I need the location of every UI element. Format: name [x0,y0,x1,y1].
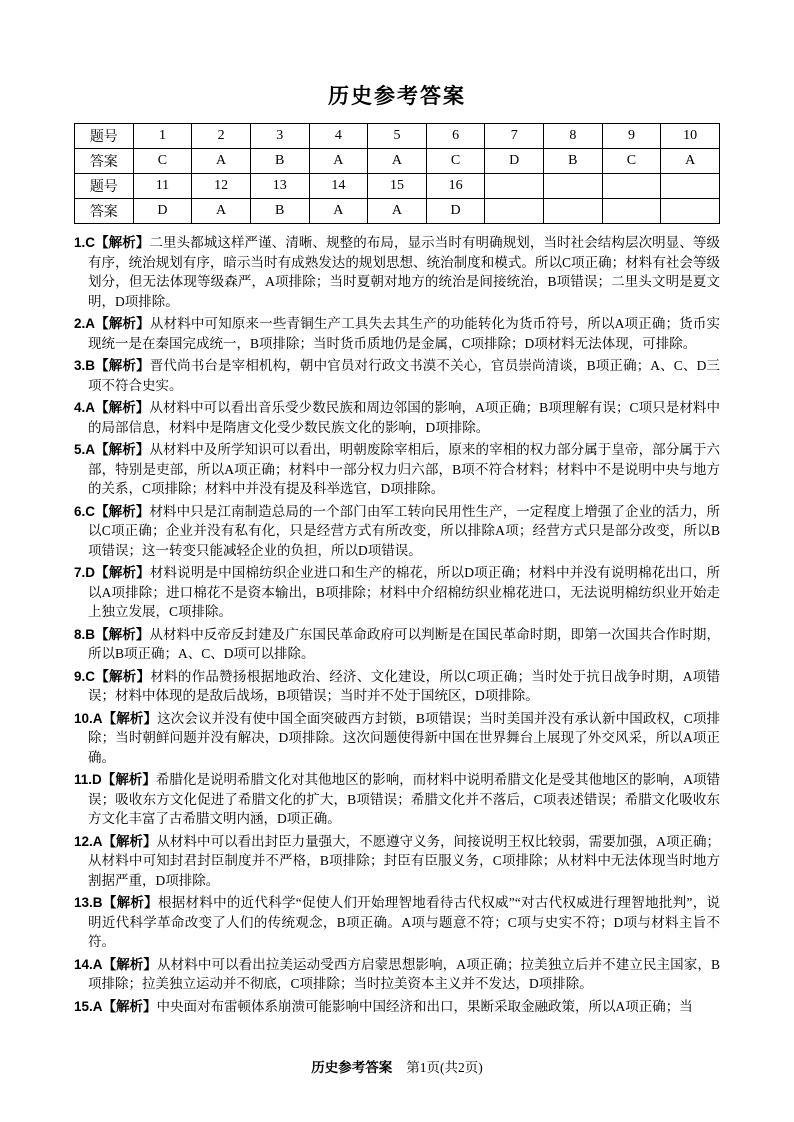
answer-cell [544,199,603,224]
explanation-item [74,563,720,622]
answer-cell [485,174,544,199]
answer-cell: 15 [368,174,427,199]
answer-cell [485,199,544,224]
explanation-text: 晋代尚书台是宰相机构，朝中官员对行政文书漠不关心，官员崇尚清谈，B项正确；A、C、D三项不符合史实。 [88,358,720,393]
answer-table [74,123,720,224]
answer-cell: D [485,149,544,174]
answer-cell: 6 [426,124,485,149]
explanation-prefix: 6.C【解析】 [74,503,150,519]
explanation-prefix: 1.C【解析】 [74,235,150,250]
answer-cell [602,199,661,224]
answer-cell: 1 [133,124,192,149]
explanation-item [74,709,720,768]
answer-cell: C [602,149,661,174]
answer-cell: 7 [485,124,544,149]
explanation-prefix: 15.A【解析】 [74,998,157,1014]
explanation-text: 根据材料中的近代科学“促使人们开始理智地看待古代权威”“对古代权威进行理智地批判”，说明近代科学革命改变了人们的传统观念，B项正确。A项与题意不符；C项与史实不符；D项与材料主旨不符。 [88,895,720,949]
table-row [75,124,720,149]
explanation-item [74,770,720,829]
explanation-prefix: 7.D【解析】 [74,565,150,580]
explanation-item [74,502,720,561]
answer-cell: 9 [602,124,661,149]
answer-cell: A [192,149,251,174]
answer-cell: 16 [426,174,485,199]
explanation-item [74,832,720,891]
page-title: 历史参考答案 [328,85,466,108]
answer-cell: 8 [544,124,603,149]
explanation-item [74,356,720,395]
explanation-item [74,955,720,994]
explanation-prefix: 11.D【解析】 [74,772,156,787]
explanation-item [74,233,720,311]
answer-cell: A [661,149,720,174]
answer-cell: 11 [133,174,192,199]
explanation-prefix: 14.A【解析】 [74,956,158,972]
answer-cell: A [192,199,251,224]
explanation-text: 希腊化是说明希腊文化对其他地区的影响，而材料中说明希腊文化是受其他地区的影响，A项错误；吸收东方文化促进了希腊文化的扩大，B项错误；希腊文化并不落后，C项表述错误；希腊文化吸收东方文化丰富了古希腊文明内涵，D项正确。 [88,772,721,826]
explanation-text: 二里头都城这样严谨、清晰、规整的布局，显示当时有明确规划，当时社会结构层次明显、等级有序，统治规划有序，暗示当时有成熟发达的规划思想、统治制度和模式。所以C项正确；材料有社会等级划分，但无法体现等级森严，A项排除；当时夏朝对地方的统治是间接统治，B项错误；二里头文明是夏文明，D项排除。 [88,235,721,309]
answer-cell: 14 [309,174,368,199]
explanation-text: 从材料中反帝反封建及广东国民革命政府可以判断是在国民革命时期，即第一次国共合作时期，所以B项正确；A、C、D项可以排除。 [88,626,721,661]
answer-cell: 10 [661,124,720,149]
footer-page-number: 第1页(共2页) [406,1060,483,1075]
explanation-prefix: 3.B【解析】 [74,358,150,373]
explanation-item [74,314,720,353]
explanation-text: 这次会议并没有使中国全面突破西方封锁，B项错误；当时美国并没有承认新中国政权，C项排除；当时朝鲜问题并没有解决，D项排除。这次问题使得新中国在世界舞台上展现了外交风采，所以A项正确。 [88,710,720,765]
answer-cell: A [309,199,368,224]
answer-cell: A [368,149,427,174]
explanation-item [74,997,720,1017]
explanation-item [74,893,720,952]
answer-cell: 2 [192,124,251,149]
row-header-cell: 答案 [75,149,134,174]
answer-cell: A [368,199,427,224]
row-header-cell: 题号 [75,174,134,199]
answer-cell: A [309,149,368,174]
answer-table-body [75,124,720,224]
explanation-text: 从材料中及所学知识可以看出，明朝废除宰相后，原来的宰相的权力部分属于皇帝，部分属于六部，特别是吏部，所以A项正确；材料中一部分权力归六部，B项不符合材料；材料中不是说明中央与地方的关系，C项排除；材料中并没有提及科举选官，D项排除。 [88,442,721,496]
explanation-prefix: 4.A【解析】 [74,400,150,415]
explanation-prefix: 13.B【解析】 [74,895,158,910]
answer-cell: D [426,199,485,224]
explanation-prefix: 10.A【解析】 [74,710,158,726]
explanation-item [74,625,720,664]
table-row [75,149,720,174]
answer-cell: 4 [309,124,368,149]
answer-cell: D [133,199,192,224]
page-footer [0,1056,794,1076]
table-row [75,174,720,199]
answer-cell: B [250,149,309,174]
explanation-text: 材料说明是中国棉纺织企业进口和生产的棉花，所以D项正确；材料中并没有说明棉花出口，所以A项排除；进口棉花不是资本输出，B项排除；材料中介绍棉纺织业棉花进口，无法说明棉纺织业开始走上独立发展，C项排除。 [88,565,721,619]
explanations-list [74,233,720,1016]
answer-cell: B [250,199,309,224]
explanation-text: 材料中只是江南制造总局的一个部门由军工转向民用性生产，一定程度上增强了企业的活力，所以C项正确；企业并没有私有化，只是经营方式有所改变，所以排除A项；经营方式只是部分改变，所以B项错误；这一转变只能减轻企业的负担，所以D项错误。 [88,503,721,558]
explanation-prefix: 5.A【解析】 [74,442,150,457]
explanation-item [74,667,720,706]
explanation-prefix: 8.B【解析】 [74,626,150,642]
answer-cell: 5 [368,124,427,149]
answer-cell [544,174,603,199]
answer-cell: C [133,149,192,174]
answer-cell: 12 [192,174,251,199]
explanation-prefix: 2.A【解析】 [74,316,150,331]
answer-cell [661,174,720,199]
answer-cell: 3 [250,124,309,149]
row-header-cell: 题号 [75,124,134,149]
answer-cell: C [426,149,485,174]
footer-doc-title: 历史参考答案 [311,1060,393,1075]
explanation-text: 从材料中可知原来一些青铜生产工具失去其生产的功能转化为货币符号，所以A项正确；货币实现统一是在秦国完成统一，B项排除；当时货币质地仍是金属，C项排除；D项材料无法体现，可排除。 [88,316,721,351]
explanation-text: 材料的作品赞扬根据地政治、经济、文化建设，所以C项正确；当时处于抗日战争时期，A项错误；材料中体现的是敌后战场，B项错误；当时并不处于国统区，D项排除。 [88,668,720,703]
answer-cell: B [544,149,603,174]
row-header-cell: 答案 [75,199,134,224]
explanation-text: 中央面对布雷顿体系崩溃可能影响中国经济和出口，果断采取金融政策，所以A项正确；当 [156,998,693,1014]
explanation-text: 从材料中可以看出音乐受少数民族和周边邻国的影响，A项正确；B项理解有误；C项只是材料中的局部信息，材料中是隋唐文化受少数民族文化的影响，D项排除。 [88,400,720,435]
explanation-prefix: 9.C【解析】 [74,668,151,684]
explanation-prefix: 12.A【解析】 [74,833,157,849]
explanation-item [74,440,720,499]
explanation-item [74,398,720,437]
explanation-text: 从材料中可以看出封臣力量强大，不愿遵守义务，间接说明王权比较弱，需要加强，A项正确；从材料中可知封君封臣制度并不严格，B项排除；封臣有臣服义务，C项排除；从材料中无法体现当时地方割据严重，D项排除。 [88,833,720,888]
answer-cell [602,174,661,199]
table-row [75,199,720,224]
answer-cell: 13 [250,174,309,199]
explanation-text: 从材料中可以看出拉美运动受西方启蒙思想影响，A项正确；拉美独立后并不建立民主国家，B项排除；拉美独立运动并不彻底，C项排除；当时拉美资本主义并不发达，D项排除。 [88,956,720,991]
answer-cell [661,199,720,224]
